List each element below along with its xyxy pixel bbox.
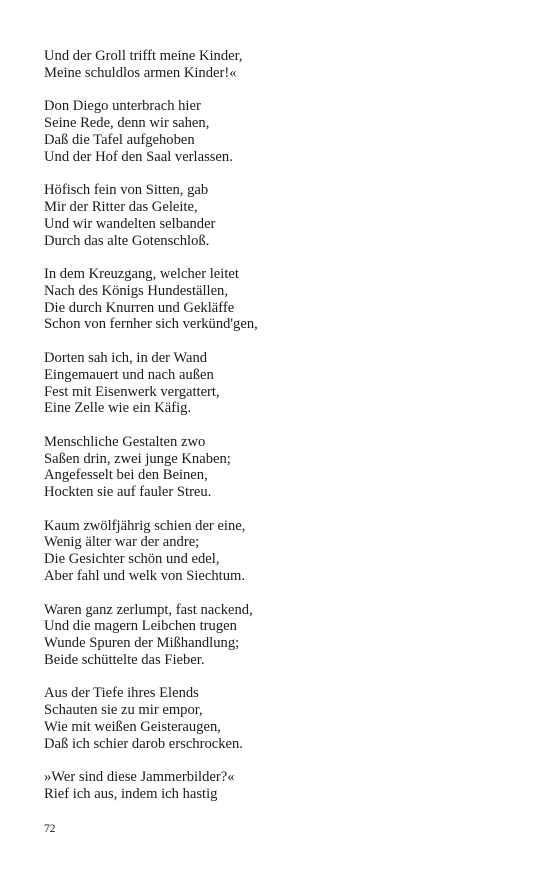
verse-line: Und wir wandelten selbander: [44, 215, 216, 232]
verse-line: Angefesselt bei den Beinen,: [44, 467, 208, 484]
verse-line: Don Diego unterbrach hier: [44, 98, 201, 115]
verse-line: Daß die Tafel aufgehoben: [44, 131, 195, 148]
verse-line: Rief ich aus, indem ich hastig: [44, 786, 218, 803]
stanza-7: [44, 518, 514, 585]
verse-line: Schon von fernher sich verkünd'gen,: [44, 316, 258, 333]
verse-line: Eine Zelle wie ein Käfig.: [44, 400, 192, 417]
verse-line: Höfisch fein von Sitten, gab: [44, 182, 209, 199]
verse-line: Dorten sah ich, in der Wand: [44, 349, 208, 366]
verse-line: Wunde Spuren der Mißhandlung;: [44, 635, 240, 652]
verse-line: Mir der Ritter das Geleite,: [44, 198, 198, 215]
stanza-2: [44, 98, 514, 165]
verse-line: Und die magern Leibchen trugen: [44, 618, 237, 635]
stanza-4: [44, 266, 514, 333]
verse-line: Waren ganz zerlumpt, fast nackend,: [44, 601, 253, 618]
verse-line: Die durch Knurren und Gekläffe: [44, 299, 235, 316]
stanza-1: [44, 48, 514, 82]
stanza-9: [44, 685, 514, 752]
verse-line: Wie mit weißen Geisteraugen,: [44, 719, 221, 735]
verse-line: Seine Rede, denn wir sahen,: [44, 115, 210, 132]
poem-text: [44, 48, 514, 820]
verse-line: Und der Groll trifft meine Kinder,: [44, 48, 243, 64]
verse-line: Saßen drin, zwei junge Knaben;: [44, 450, 231, 467]
verse-line: Wenig älter war der andre;: [44, 534, 200, 551]
verse-line: Aus der Tiefe ihres Elends: [44, 685, 199, 702]
verse-line: Nach des Königs Hundeställen,: [44, 282, 229, 299]
verse-line: Eingemauert und nach außen: [44, 366, 214, 383]
verse-line: »Wer sind diese Jammerbilder?«: [44, 769, 235, 786]
page-number: 72: [44, 823, 56, 835]
stanza-8: [44, 602, 514, 669]
verse-line: Die Gesichter schön und edel,: [44, 551, 220, 568]
stanza-3: [44, 182, 514, 249]
stanza-10: [44, 769, 514, 803]
verse-line: Kaum zwölfjährig schien der eine,: [44, 517, 246, 534]
verse-line: Beide schüttelte das Fieber.: [44, 651, 205, 668]
verse-line: Aber fahl und welk von Siechtum.: [44, 568, 246, 585]
stanza-6: [44, 434, 514, 501]
verse-line: Fest mit Eisenwerk vergattert,: [44, 383, 220, 400]
verse-line: Daß ich schier darob erschrocken.: [44, 735, 243, 752]
verse-line: Meine schuldlos armen Kinder!«: [44, 64, 237, 81]
verse-line: Und der Hof den Saal verlassen.: [44, 148, 233, 165]
verse-line: Schauten sie zu mir empor,: [44, 702, 203, 719]
verse-line: Hockten sie auf fauler Streu.: [44, 484, 212, 501]
verse-line: Menschliche Gestalten zwo: [44, 433, 206, 450]
stanza-5: [44, 350, 514, 417]
verse-line: Durch das alte Gotenschloß.: [44, 232, 210, 249]
verse-line: In dem Kreuzgang, welcher leitet: [44, 266, 239, 283]
